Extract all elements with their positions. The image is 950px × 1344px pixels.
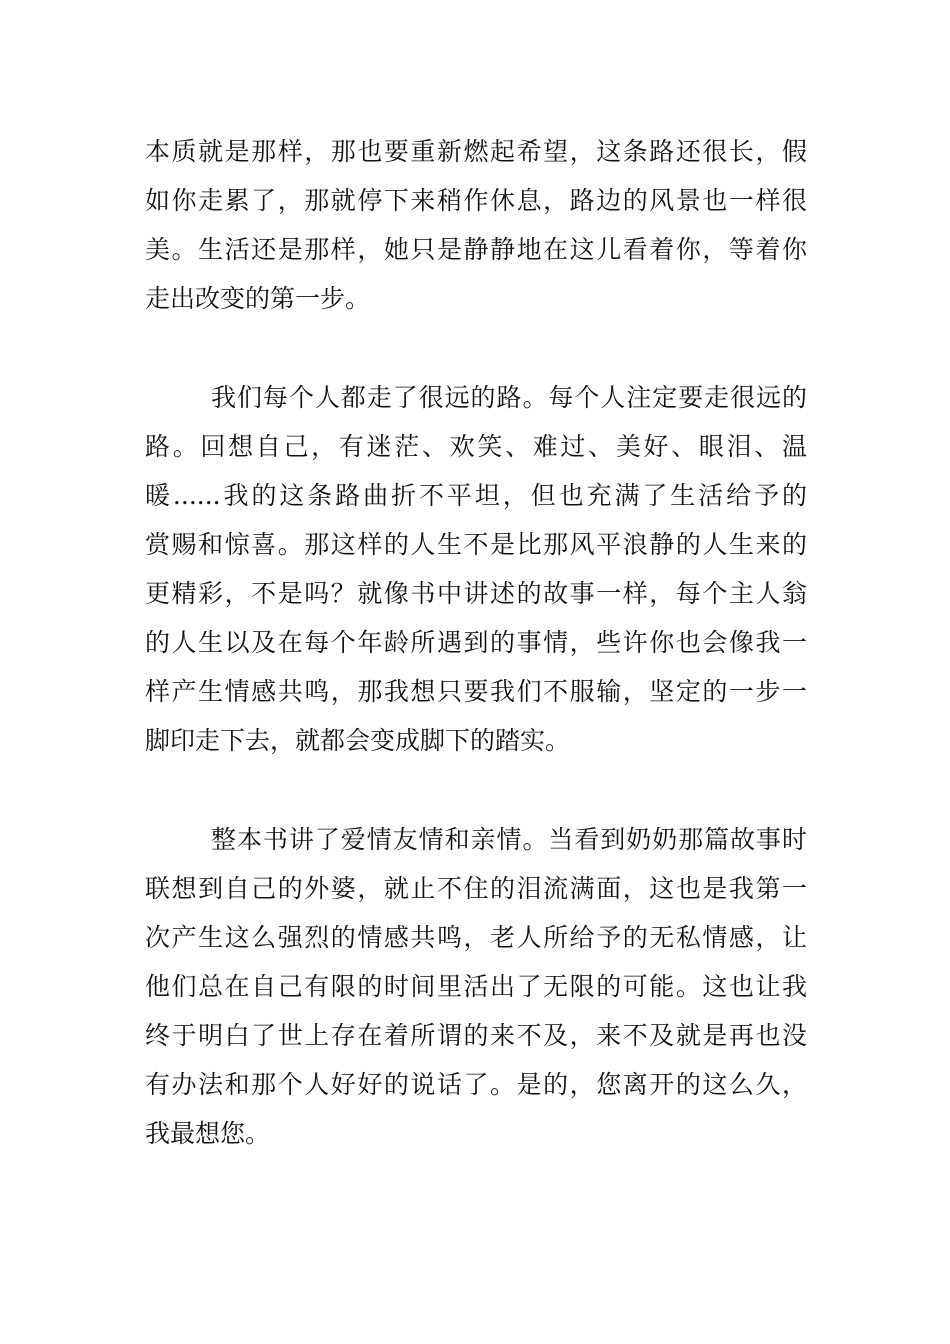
paragraph-line: 脚印走下去，就都会变成脚下的踏实。 <box>145 726 571 755</box>
paragraph-line: 我们每个人都走了很远的路。每个人注定要走很远的 <box>211 383 807 412</box>
paragraph-line: 赏赐和惊喜。那这样的人生不是比那风平浪静的人生来的 <box>145 530 807 559</box>
paragraph-line: 走出改变的第一步。 <box>145 284 371 313</box>
paragraph-line: 如你走累了，那就停下来稍作休息，路边的风景也一样很 <box>145 186 807 215</box>
paragraph-line: 整本书讲了爱情友情和亲情。当看到奶奶那篇故事时 <box>211 825 807 854</box>
paragraph-line: 次产生这么强烈的情感共鸣，老人所给予的无私情感，让 <box>145 923 807 952</box>
paragraph-line: 我最想您。 <box>145 1119 271 1148</box>
paragraph-line: 他们总在自己有限的时间里活出了无限的可能。这也让我 <box>145 972 807 1001</box>
paragraph-line: 样产生情感共鸣，那我想只要我们不服输，坚定的一步一 <box>145 677 807 706</box>
paragraph-2 <box>145 373 807 765</box>
paragraph-line: 更精彩，不是吗？就像书中讲述的故事一样，每个主人翁 <box>145 579 807 608</box>
paragraph-1 <box>145 127 807 323</box>
paragraph-line: 有办法和那个人好好的说话了。是的，您离开的这么久， <box>145 1070 807 1099</box>
paragraph-line: 本质就是那样，那也要重新燃起希望，这条路还很长，假 <box>145 137 807 166</box>
paragraph-3 <box>145 815 807 1158</box>
paragraph-line: 终于明白了世上存在着所谓的来不及，来不及就是再也没 <box>145 1021 807 1050</box>
paragraph-line: 的人生以及在每个年龄所遇到的事情，些许你也会像我一 <box>145 628 807 657</box>
paragraph-line: 暖......我的这条路曲折不平坦，但也充满了生活给予的 <box>145 481 807 510</box>
paragraph-line: 联想到自己的外婆，就止不住的泪流满面，这也是我第一 <box>145 874 807 903</box>
paragraph-line: 路。回想自己，有迷茫、欢笑、难过、美好、眼泪、温 <box>145 432 807 461</box>
paragraph-line: 美。生活还是那样，她只是静静地在这儿看着你，等着你 <box>145 235 807 264</box>
